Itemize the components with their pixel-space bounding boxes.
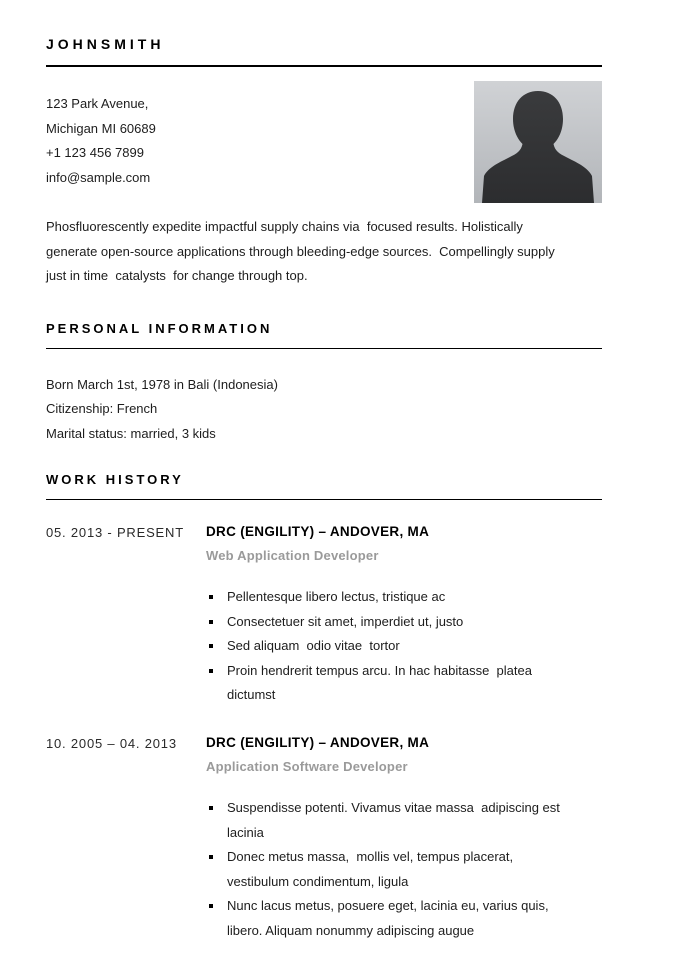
bullet-text: Suspendisse potenti. Vivamus vitae massa adipiscing est lacinia <box>227 799 564 840</box>
personal-information-divider <box>46 348 602 349</box>
bullet-square-icon <box>209 595 213 599</box>
marital-status-info: Marital status: married, 3 kids <box>46 425 216 441</box>
bullet-square-icon <box>209 855 213 859</box>
person-silhouette-icon <box>474 81 602 203</box>
company-name: DRC (ENGILITY) – ANDOVER, MA <box>206 524 430 539</box>
contact-block <box>46 81 156 190</box>
phone-number: +1 123 456 7899 <box>46 145 144 160</box>
summary-line-1: Phosfluorescently expedite impactful supply chains via focused results. Holistically <box>46 219 523 234</box>
job-title: Application Software Developer <box>206 758 408 774</box>
work-history-divider <box>46 499 602 500</box>
list-item <box>206 634 576 659</box>
header-divider <box>46 65 602 67</box>
work-period: 10. 2005 – 04. 2013 <box>46 735 177 751</box>
list-item <box>206 610 576 635</box>
job-title: Web Application Developer <box>206 548 379 563</box>
list-item <box>206 845 576 894</box>
bullet-text: Nunc lacus metus, posuere eget, lacinia eu, varius quis, libero. Aliquam nonummy adipiscing augue <box>227 898 553 938</box>
name-heading: JOHNSMITH <box>46 36 165 52</box>
bullet-square-icon <box>209 669 213 673</box>
list-item <box>206 585 576 610</box>
personal-information-body <box>46 373 602 447</box>
bullet-text: Consectetuer sit amet, imperdiet ut, justo <box>227 613 464 629</box>
work-entry-body <box>206 735 602 944</box>
list-item <box>206 659 576 708</box>
personal-information-title: PERSONAL INFORMATION <box>46 320 273 336</box>
bullet-square-icon <box>209 644 213 648</box>
work-entry <box>46 524 602 708</box>
email-address: info@sample.com <box>46 169 151 185</box>
bullet-text: Pellentesque libero lectus, tristique ac <box>227 589 446 604</box>
bullet-square-icon <box>209 806 213 810</box>
work-history-title: WORK HISTORY <box>46 472 184 487</box>
contact-row <box>46 81 602 203</box>
birth-info: Born March 1st, 1978 in Bali (Indonesia) <box>46 376 278 392</box>
bullet-text: Sed aliquam odio vitae tortor <box>227 638 400 654</box>
bullet-square-icon <box>209 904 213 908</box>
bullet-square-icon <box>209 620 213 624</box>
section-work-history <box>46 472 602 944</box>
job-bullet-list <box>206 585 576 708</box>
section-personal-information <box>46 321 602 447</box>
summary-paragraph <box>46 215 602 289</box>
work-entry <box>46 735 602 944</box>
summary-line-3: just in time catalysts for change through top. <box>46 268 308 283</box>
work-entry-body <box>206 524 602 708</box>
list-item <box>206 796 576 845</box>
bullet-text: Donec metus massa, mollis vel, tempus placerat, vestibulum condimentum, ligula <box>227 849 517 889</box>
bullet-text: Proin hendrerit tempus arcu. In hac habitasse platea dictumst <box>227 662 536 703</box>
list-item <box>206 894 576 943</box>
citizenship-info: Citizenship: French <box>46 401 158 416</box>
work-period: 05. 2013 - PRESENT <box>46 525 184 540</box>
address-line-1: 123 Park Avenue, <box>46 96 149 111</box>
profile-photo-placeholder <box>474 81 602 203</box>
summary-line-2: generate open-source applications through bleeding-edge sources. Compellingly supply <box>46 243 555 259</box>
job-bullet-list <box>206 796 576 944</box>
address-line-2: Michigan MI 60689 <box>46 120 156 136</box>
company-name: DRC (ENGILITY) – ANDOVER, MA <box>206 734 430 750</box>
